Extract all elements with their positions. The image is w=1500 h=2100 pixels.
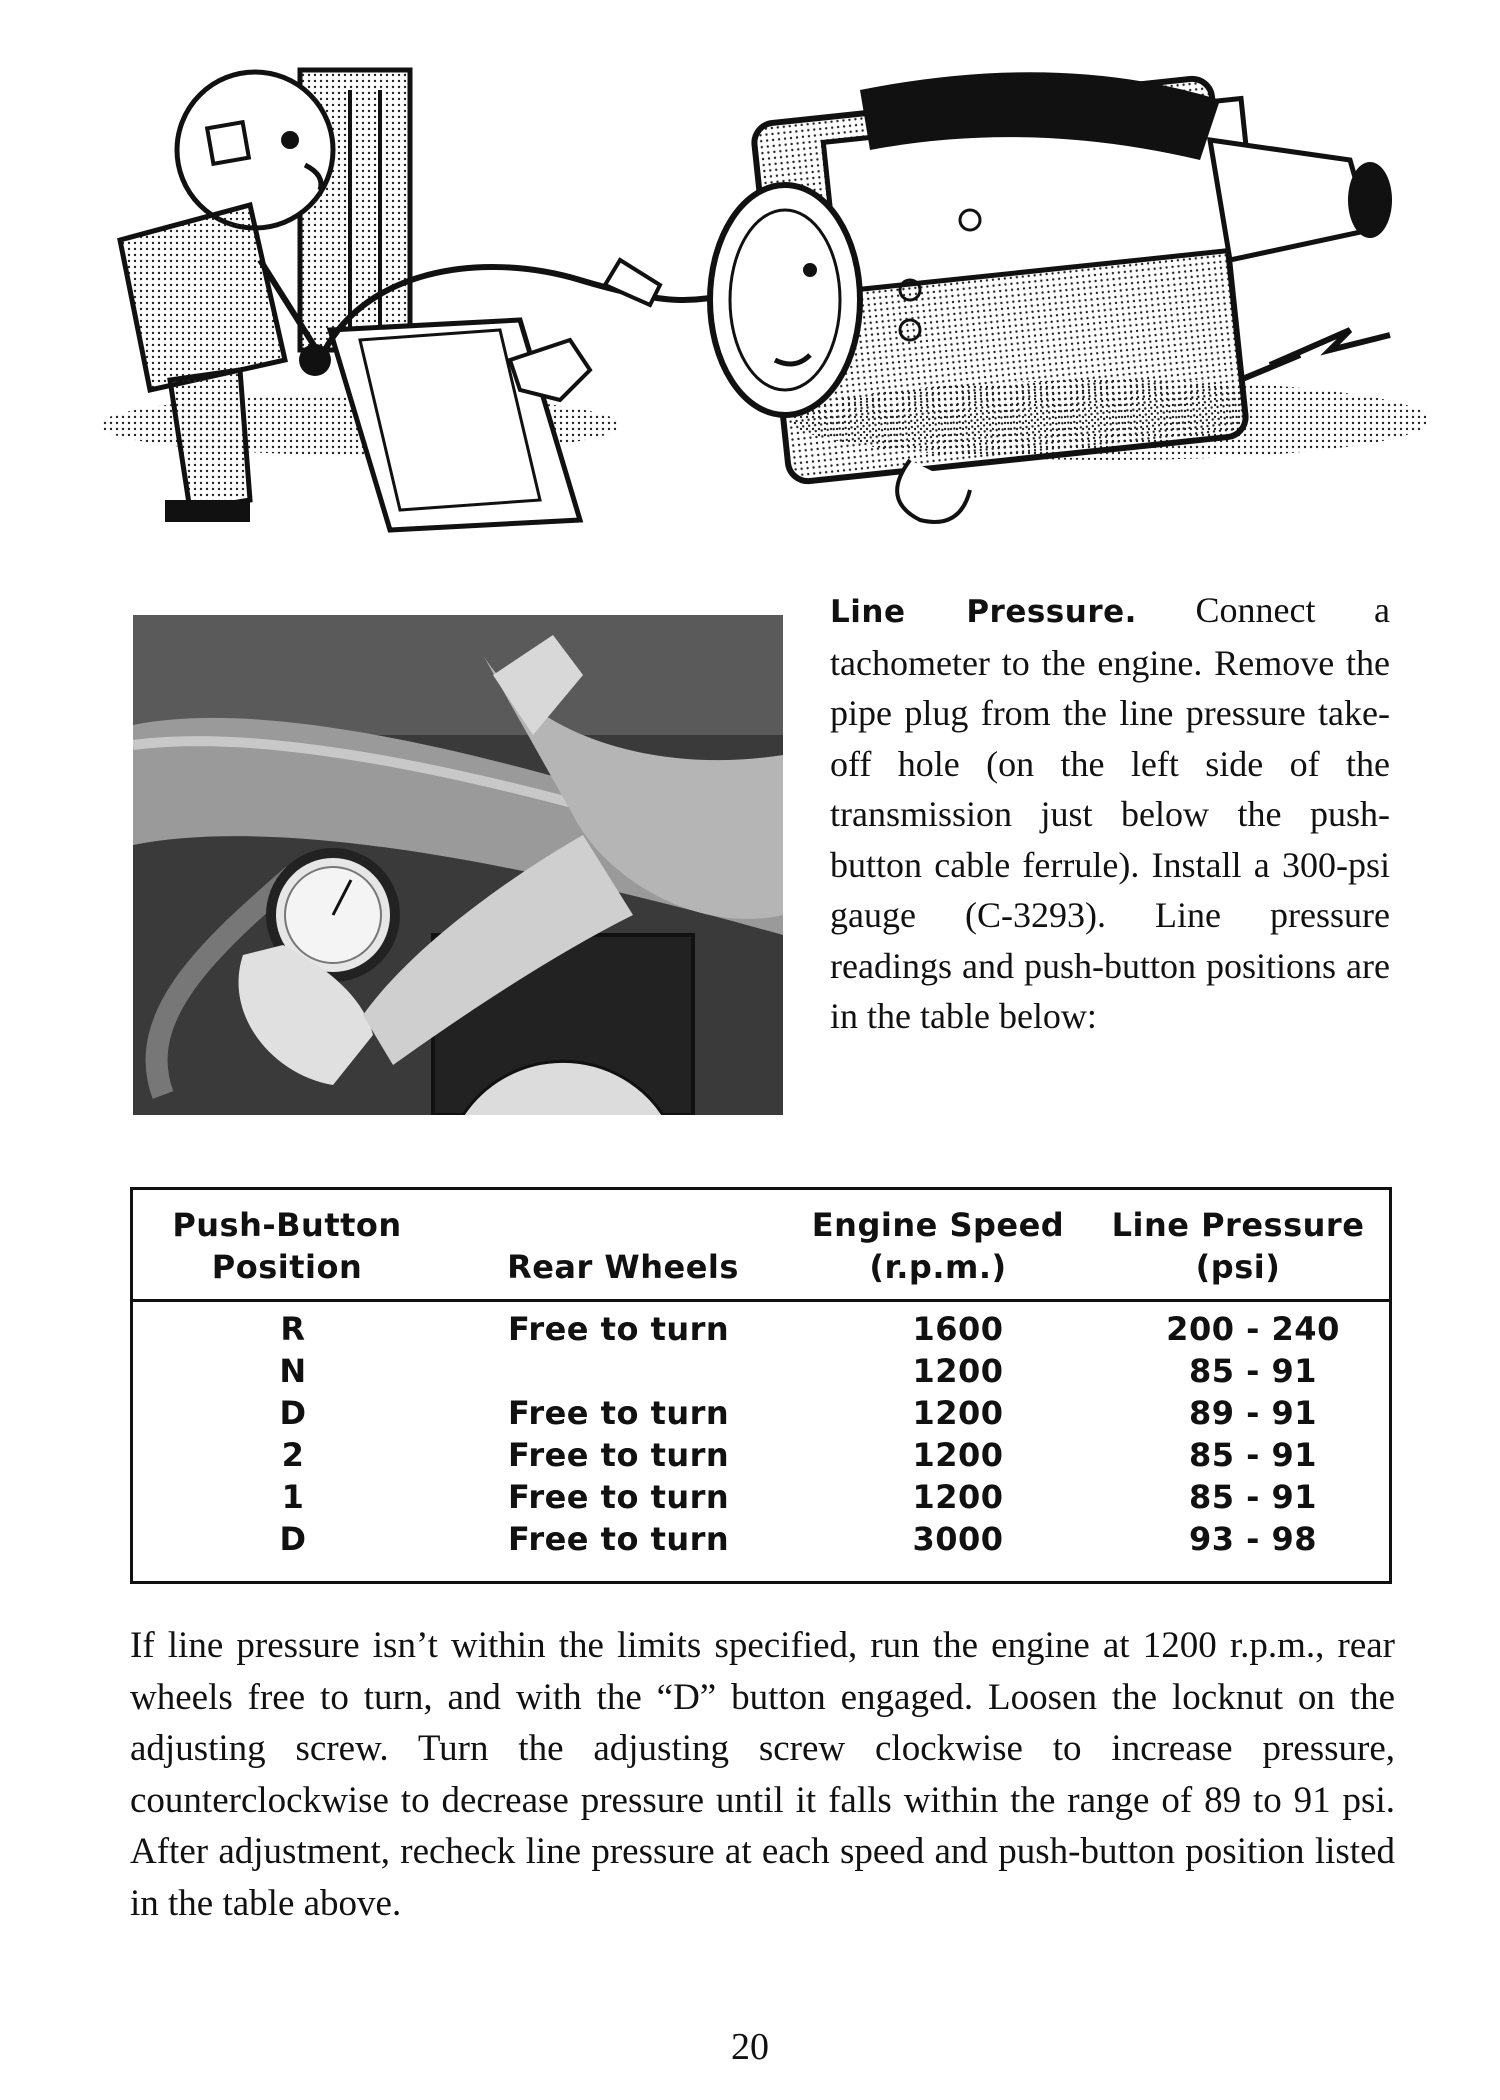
header-line-pressure: Line Pressure (psi) xyxy=(1111,1206,1365,1286)
cell-line-pressure: 85 - 91 xyxy=(1188,1436,1318,1474)
table-row xyxy=(133,1392,1389,1434)
cell-position: R xyxy=(280,1310,306,1348)
table-body xyxy=(133,1308,1389,1560)
table-row xyxy=(133,1476,1389,1518)
cell-rear-wheels: Free to turn xyxy=(508,1520,730,1558)
table-row xyxy=(133,1308,1389,1350)
header-engine-speed: Engine Speed (r.p.m.) xyxy=(811,1206,1065,1286)
cell-position: 2 xyxy=(281,1436,305,1474)
cell-rear-wheels: Free to turn xyxy=(508,1394,730,1432)
header-position: Push-Button Position xyxy=(172,1206,402,1286)
cartoon-illustration xyxy=(60,30,1440,550)
cell-position: N xyxy=(279,1352,307,1390)
page-number: 20 xyxy=(731,2026,769,2068)
cell-rear-wheels: Free to turn xyxy=(508,1310,730,1348)
cell-engine-speed: 1200 xyxy=(912,1436,1004,1474)
table-header xyxy=(133,1190,1389,1302)
cell-line-pressure: 85 - 91 xyxy=(1188,1352,1318,1390)
cell-rear-wheels: Free to turn xyxy=(508,1478,730,1516)
intro-paragraph xyxy=(830,585,1390,1042)
cell-position: D xyxy=(279,1520,307,1558)
cell-line-pressure: 89 - 91 xyxy=(1188,1394,1318,1432)
cell-line-pressure: 85 - 91 xyxy=(1188,1478,1318,1516)
adjustment-paragraph: If line pressure isn’t within the limits specified, run the engine at 1200 r.p.m., rear wheels free to turn, and with the “D” button engaged. Loosen the locknut on the adjusting screw. Turn the adjusting screw clockwise to increase pressure, counterclockwise to decrease pressure until it falls within the range of 89 to 91 psi. After adjustment, recheck line pressure at each speed and push-button position listed in the table above. xyxy=(130,1625,1395,1924)
table-row xyxy=(133,1518,1389,1560)
cell-engine-speed: 1200 xyxy=(912,1352,1004,1390)
cell-engine-speed: 3000 xyxy=(912,1520,1004,1558)
cell-line-pressure: 93 - 98 xyxy=(1188,1520,1318,1558)
cell-rear-wheels: Free to turn xyxy=(508,1436,730,1474)
intro-text: Connect a tachometer to the engine. Remove the pipe plug from the line pressure take-off hole (on the left side of the transmission just below the push-button cable ferrule). Install a 300-psi gauge (C-3293). Line pressure readings and push-button positions are in the table below: xyxy=(830,590,1390,1036)
cell-engine-speed: 1200 xyxy=(912,1394,1004,1432)
cell-position: 1 xyxy=(281,1478,305,1516)
table-row xyxy=(133,1350,1389,1392)
intro-lead: Line Pressure. xyxy=(830,594,1137,630)
cell-line-pressure: 200 - 240 xyxy=(1166,1310,1340,1348)
gauge-photo xyxy=(133,615,783,1115)
line-pressure-table xyxy=(130,1187,1392,1584)
header-rear-wheels: Rear Wheels xyxy=(507,1248,739,1286)
cell-engine-speed: 1600 xyxy=(912,1310,1004,1348)
gauge-stand xyxy=(300,70,580,530)
cell-position: D xyxy=(279,1394,307,1432)
transmission-character xyxy=(710,72,1392,522)
cell-engine-speed: 1200 xyxy=(912,1478,1004,1516)
table-row xyxy=(133,1434,1389,1476)
